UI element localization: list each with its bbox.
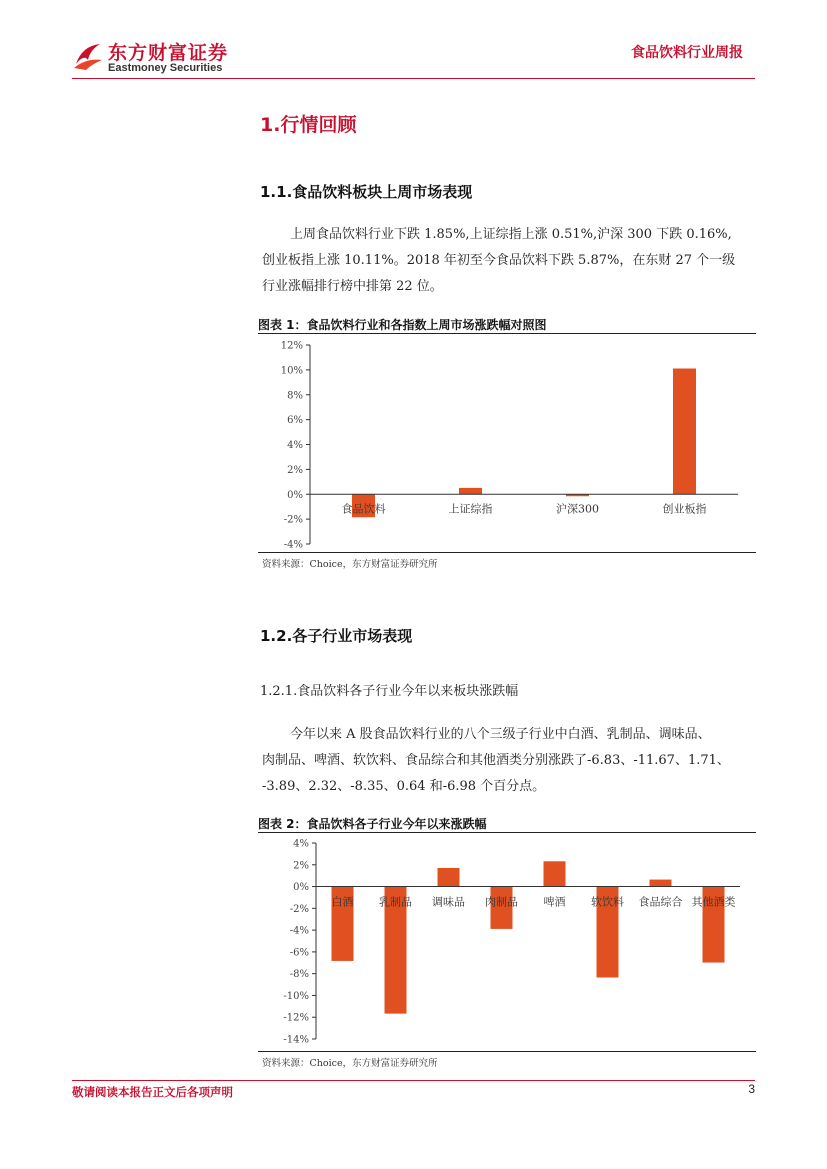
bar <box>673 369 696 495</box>
x-tick-label: 食品饮料 <box>341 502 386 516</box>
x-tick-label: 其他酒类 <box>691 895 736 909</box>
logo-english-name: Eastmoney Securities <box>108 62 223 74</box>
x-tick-label: 创业板指 <box>662 502 707 516</box>
y-tick-label: 6% <box>287 415 303 427</box>
bar <box>650 880 672 887</box>
paragraph-line: 今年以来 A 股食品饮料行业的八个三级子行业中白酒、乳制品、调味品、 <box>290 727 711 742</box>
report-title: 食品饮料行业周报 <box>631 45 743 61</box>
y-tick-label: -2% <box>289 903 309 915</box>
bar <box>438 868 460 887</box>
y-tick-label: -6% <box>289 947 309 959</box>
x-tick-label: 啤酒 <box>543 895 566 909</box>
footer-divider <box>72 1080 755 1081</box>
paragraph-line: 行业涨幅排行榜中排第 22 位。 <box>262 279 443 294</box>
y-tick-label: -12% <box>283 1012 309 1024</box>
figure-2-source: 资料来源：Choice，东方财富证券研究所 <box>262 1058 438 1069</box>
y-tick-label: -8% <box>289 969 309 981</box>
figure-2-box <box>258 832 756 1052</box>
figure-1-source: 资料来源：Choice，东方财富证券研究所 <box>262 559 438 570</box>
footer-disclaimer: 敬请阅读本报告正文后各项声明 <box>72 1085 233 1099</box>
x-tick-label: 沪深300 <box>556 502 599 516</box>
y-tick-label: -4% <box>289 925 309 937</box>
x-tick-label: 上证综指 <box>448 502 493 516</box>
y-tick-label: 4% <box>293 838 309 850</box>
bar <box>544 861 566 886</box>
y-tick-label: -10% <box>283 990 309 1002</box>
x-tick-label: 白酒 <box>331 895 354 909</box>
x-tick-label: 乳制品 <box>379 895 412 909</box>
subsection-heading-1-1: 1.1.食品饮料板块上周市场表现 <box>260 183 473 201</box>
y-tick-label: -2% <box>283 514 303 526</box>
section-heading: 1.行情回顾 <box>260 114 357 136</box>
y-tick-label: -4% <box>283 539 303 551</box>
paragraph-subindustry-performance <box>262 722 762 800</box>
y-tick-label: 10% <box>280 365 303 377</box>
x-tick-label: 调味品 <box>432 895 465 909</box>
chart-index-comparison <box>258 334 756 552</box>
page-number: 3 <box>748 1082 755 1096</box>
figure-1-box <box>258 333 756 553</box>
logo-chinese-name: 东方财富证券 <box>108 42 229 64</box>
paragraph-line: 肉制品、啤酒、软饮料、食品综合和其他酒类分别涨跌了-6.83、-11.67、1.71、 <box>262 753 730 768</box>
y-tick-label: 2% <box>287 464 303 476</box>
y-tick-label: 0% <box>287 489 303 501</box>
figure-2-title: 图表 2：食品饮料各子行业今年以来涨跌幅 <box>258 817 487 831</box>
x-tick-label: 食品综合 <box>638 895 683 909</box>
y-tick-label: 8% <box>287 390 303 402</box>
chart-subindustry-ytd <box>258 833 756 1051</box>
subsection-heading-1-2: 1.2.各子行业市场表现 <box>260 627 413 645</box>
y-tick-label: 12% <box>280 340 303 352</box>
y-tick-label: 4% <box>287 440 303 451</box>
y-tick-label: -14% <box>283 1034 309 1046</box>
eastmoney-logo-icon <box>72 40 104 70</box>
paragraph-line: 上周食品饮料行业下跌 1.85%,上证综指上涨 0.51%,沪深 300 下跌 0.16%, <box>290 227 732 242</box>
x-tick-label: 肉制品 <box>485 895 518 909</box>
paragraph-market-performance <box>262 222 762 300</box>
y-tick-label: 2% <box>293 860 309 872</box>
y-tick-label: 0% <box>293 882 309 894</box>
paragraph-line: -3.89、2.32、-8.35、0.64 和-6.98 个百分点。 <box>262 779 546 794</box>
company-logo <box>72 38 242 78</box>
subsubsection-heading-1-2-1: 1.2.1.食品饮料各子行业今年以来板块涨跌幅 <box>260 684 519 699</box>
figure-1-title: 图表 1：食品饮料行业和各指数上周市场涨跌幅对照图 <box>258 318 547 332</box>
paragraph-line: 创业板指上涨 10.11%。2018 年初至今食品饮料下跌 5.87%，在东财 27 个一级 <box>262 253 736 268</box>
header-divider <box>72 78 755 79</box>
x-tick-label: 软饮料 <box>591 895 624 909</box>
bar <box>459 488 482 494</box>
